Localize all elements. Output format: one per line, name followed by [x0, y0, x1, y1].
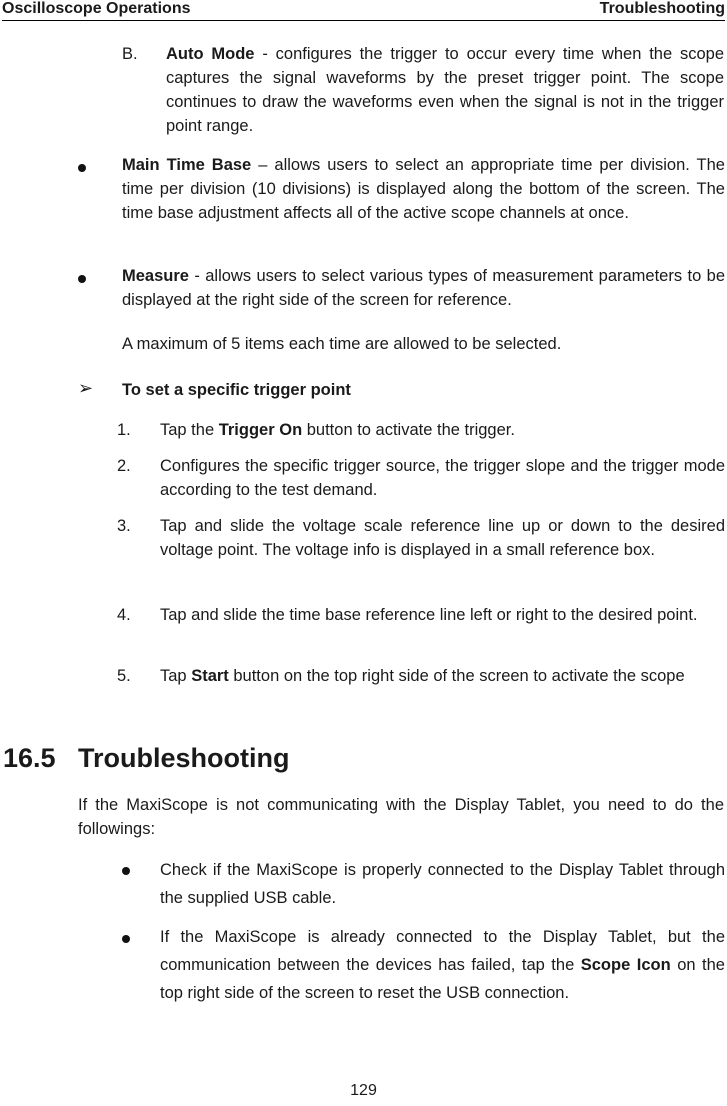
troubleshooting-intro: If the MaxiScope is not communicating with the Display Tablet, you need to do the followings: — [78, 796, 724, 838]
step-item — [160, 603, 725, 627]
page-number: 129 — [350, 1082, 377, 1099]
measure-text: - allows users to select various types of measurement parameters to be displayed at the right side of the screen for reference. — [122, 267, 725, 309]
auto-mode-term: Auto Mode — [166, 45, 255, 63]
bullet-dot-icon — [78, 164, 86, 172]
step-number: 1. — [117, 421, 131, 439]
measure-term: Measure — [122, 267, 189, 285]
auto-mode-paragraph — [166, 42, 724, 138]
scope-icon-term: Scope Icon — [580, 956, 671, 974]
main-time-base-paragraph — [122, 153, 725, 225]
bullet-dot-icon — [78, 275, 86, 283]
step-text: Configures the specific trigger source, the trigger slope and the trigger mode according to the test demand. — [160, 457, 725, 499]
bullet-dot-icon — [122, 935, 130, 943]
troubleshooting-bullet-text: Check if the MaxiScope is properly connected to the Display Tablet through the supplied USB cable. — [160, 861, 725, 907]
step-item — [160, 514, 725, 562]
step-text-end: button on the top right side of the screen to activate the scope — [228, 667, 685, 685]
arrow-bullet-icon: ➢ — [78, 378, 94, 398]
bullet-dot-icon — [122, 867, 130, 875]
header-chapter-title: Oscilloscope Operations — [2, 0, 191, 17]
troubleshooting-bullet — [160, 856, 725, 912]
auto-mode-marker: B. — [122, 45, 138, 63]
section-title: Troubleshooting — [78, 743, 290, 773]
step-bold: Start — [191, 667, 229, 685]
troubleshooting-bullet — [160, 923, 725, 1007]
measure-note: A maximum of 5 items each time are allowed to be selected. — [122, 335, 562, 353]
main-time-base-term: Main Time Base — [122, 156, 252, 174]
section-number: 16.5 — [3, 743, 56, 773]
step-number: 3. — [117, 517, 131, 535]
step-text: Tap and slide the voltage scale reference line up or down to the desired voltage point. The voltage info is displayed in a small reference box. — [160, 517, 725, 559]
auto-mode-text: - configures the trigger to occur every time when the scope captures the signal waveforms by the preset trigger point. The scope continues to draw the waveforms even when the signal is not in the trigger point range. — [166, 45, 724, 135]
step-item — [160, 664, 725, 688]
measure-paragraph — [122, 264, 725, 312]
step-item — [160, 418, 725, 442]
header-section-title: Troubleshooting — [599, 0, 725, 17]
main-time-base-text: – allows users to select an appropriate time per division. The time per division (10 divisions) is displayed along the bottom of the screen. The time base adjustment affects all of the active scope channels at once. — [122, 156, 725, 222]
step-text: Tap the — [160, 421, 219, 439]
step-text: Tap — [160, 667, 192, 685]
step-number: 4. — [117, 606, 131, 624]
procedure-title: To set a specific trigger point — [122, 381, 351, 399]
step-item — [160, 454, 725, 502]
step-text: Tap and slide the time base reference line left or right to the desired point. — [160, 606, 698, 624]
step-bold: Trigger On — [218, 421, 303, 439]
step-number: 2. — [117, 457, 131, 475]
page-header — [2, 0, 725, 21]
step-text-end: button to activate the trigger. — [302, 421, 515, 439]
step-number: 5. — [117, 667, 131, 685]
troubleshooting-bullet-text-end: on the top right side of the screen to reset the USB connection. — [160, 956, 725, 1002]
troubleshooting-bullet-text: If the MaxiScope is already connected to the Display Tablet, but the communication between the devices has failed, tap the — [160, 928, 725, 974]
